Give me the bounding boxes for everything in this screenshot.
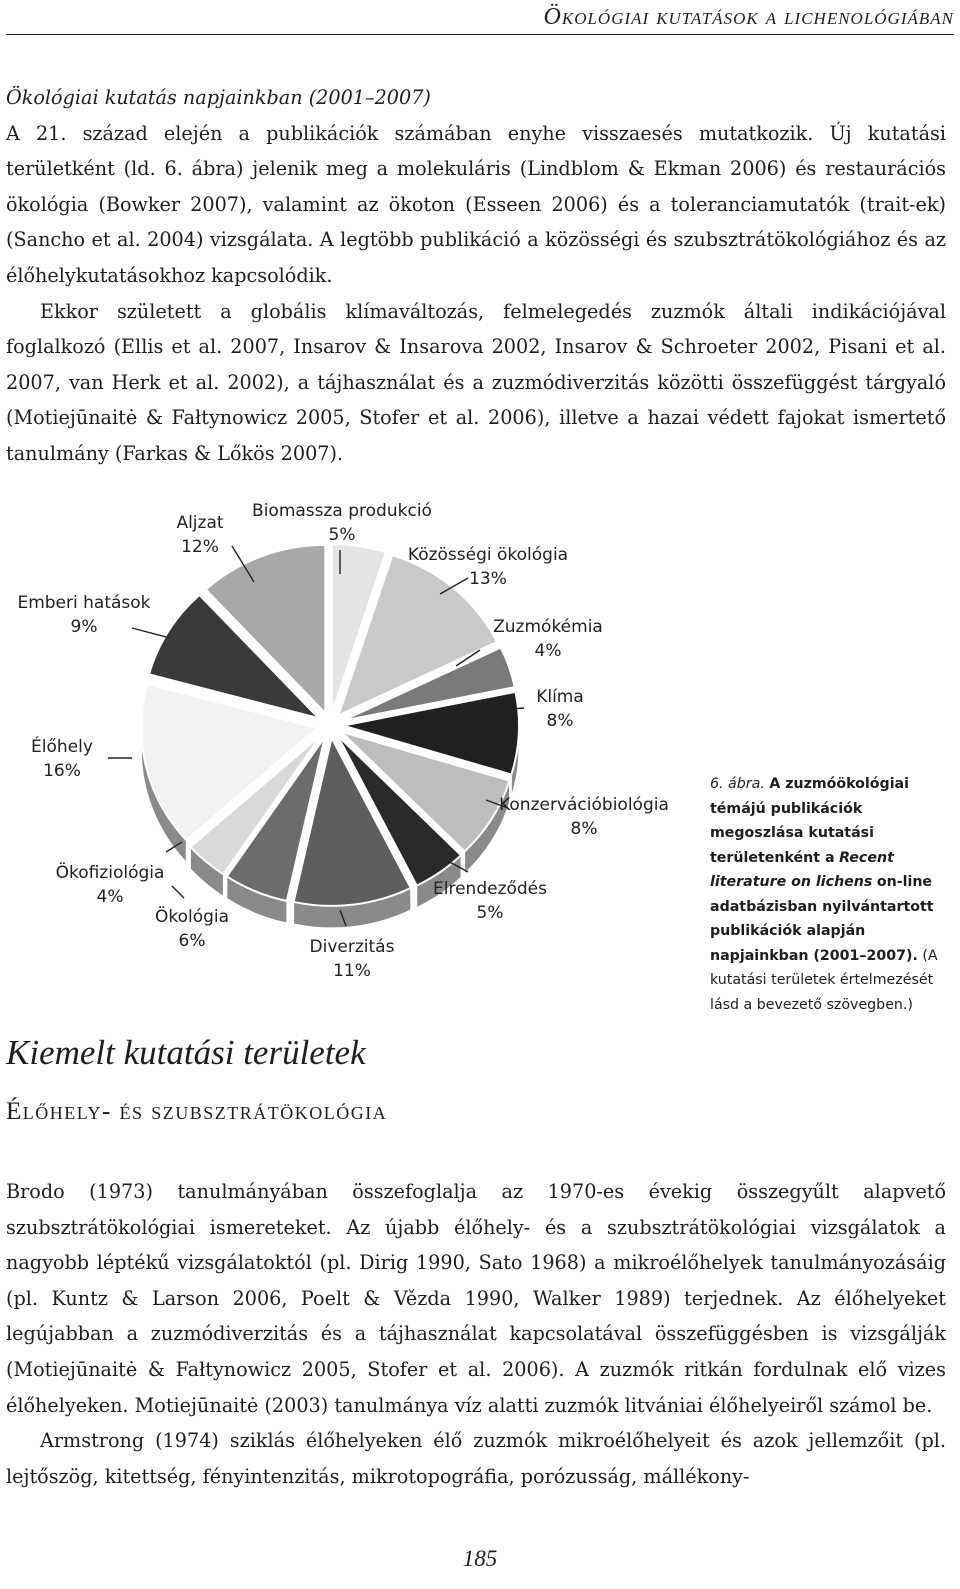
slice-label-value: 4% [534, 641, 562, 661]
page-number: 185 [462, 1546, 498, 1571]
intro-paragraph-1: A 21. század elején a publikációk számában enyhe visszaesés mutatkozik. Új kutatási területként (ld. 6. ábra) jelenik meg a molekuláris (Lindblom & Ekman 2006) és restaurációs ökológia (Bowker 2007), valamint az ökoton (Esseen 2006) és a toleranciamutatók (trait-ek) (Sancho et al. 2004) vizsgálata. A legtöbb publikáció a közösségi és szubsztrátökológiához és az élőhelykutatásokhoz kapcsolódik. [6, 121, 946, 287]
slice-label-value: 13% [469, 569, 507, 589]
slice-label-value: 16% [43, 761, 81, 781]
caption-note: (A kutatási területek értelmezését lásd a bevezető szövegben.) [710, 947, 938, 1013]
caption-number: 6. ábra. [710, 776, 765, 792]
slice-label-value: 11% [333, 961, 371, 981]
header-rule [6, 34, 954, 35]
slice-label-value: 12% [181, 537, 219, 557]
slice-label-name: Ökofiziológia [55, 863, 165, 883]
caption-title-1: A zuzmóökológiai témájú publikációk megoszlása kutatási területenként a [710, 776, 909, 866]
slice-label-value: 8% [570, 819, 598, 839]
slice-label-name: Diverzitás [309, 937, 395, 957]
slice-leader-line [132, 628, 170, 638]
slice-label-name: Elrendeződés [433, 879, 547, 899]
slice-label-name: Emberi hatások [17, 593, 151, 613]
subsection-title: Élőhely- és szubsztrátökológia [6, 1098, 388, 1125]
slice-label-name: Aljzat [176, 513, 224, 533]
slice-label-value: 6% [178, 931, 206, 951]
slice-label-value: 4% [96, 887, 124, 907]
caption-title-italic: Recent literature on lichens [710, 849, 894, 890]
intro-block [6, 80, 946, 472]
figure-caption [710, 772, 946, 1017]
slice-label-value: 5% [328, 525, 356, 545]
slice-leader-line [172, 886, 184, 898]
section-paragraph-1: Brodo (1973) tanulmányában összefoglalja az 1970-es évekig összegyűlt alapvető szubsztrátökológiai ismereteket. Az újabb élőhely- és a szubsztrátökológiai vizsgálatok a nagyobb léptékű vizsgálatoktól (pl. Dirig 1990, Sato 1968) a mikroélőhelyek tanulmányozásáig (pl. Kuntz & Larson 2006, Poelt & Vězda 1990, Walker 1989) terjednek. Az élőhelyeket legújabban a zuzmódiverzitás és a tájhasználat kapcsolatával összefüggésben is vizsgálják (Motiejūnaitė & Fałtynowicz 2005, Stofer et al. 2006). A zuzmók ritkán fordulnak elő vizes élőhelyeken. Motiejūnaitė (2003) tanulmánya víz alatti zuzmók litvániai élőhelyeiről számol be. [6, 1180, 946, 1417]
slice-label-value: 9% [70, 617, 98, 637]
slice-label-name: Ökológia [154, 907, 230, 927]
slice-label-value: 8% [546, 711, 574, 731]
slice-label-name: Zuzmókémia [493, 617, 603, 637]
slice-label-value: 5% [476, 903, 504, 923]
slice-label-name: Klíma [536, 687, 584, 707]
slice-label-name: Közösségi ökológia [407, 545, 569, 565]
section-title: Kiemelt kutatási területek [6, 1033, 366, 1072]
intro-subheading: Ökológiai kutatás napjainkban (2001–2007) [6, 86, 431, 109]
caption-title-2: on-line adatbázisban nyilvántartott publikációk alapján napjainkban (2001–2007). [710, 874, 934, 964]
section-body [6, 1174, 946, 1494]
slice-label-name: Élőhely [31, 737, 93, 757]
running-head: Ökológiai kutatások a lichenológiában [543, 4, 954, 30]
intro-paragraph-2: Ekkor született a globális klímaváltozás, felmelegedés zuzmók általi indikációjával foglalkozó (Ellis et al. 2007, Insarov & Insarova 2002, Insarov & Schroeter 2002, Pisani et al. 2007, van Herk et al. 2002), a tájhasználat és a zuzmódiverzitás közötti összefüggést tárgyaló (Motiejūnaitė & Fałtynowicz 2005, Stofer et al. 2006), illetve a hazai védett fajokat ismertető tanulmány (Farkas & Lőkös 2007). [6, 299, 946, 465]
slice-label-name: Biomassza produkció [252, 501, 432, 521]
slice-label-name: Konzervációbiológia [499, 795, 669, 815]
section-paragraph-2: Armstrong (1974) sziklás élőhelyeken élő zuzmók mikroélőhelyeit és azok jellemzőit (pl. lejtőszög, kitettség, fényintenzitás, mikrotopográfia, porózusság, mállékony- [6, 1429, 946, 1488]
